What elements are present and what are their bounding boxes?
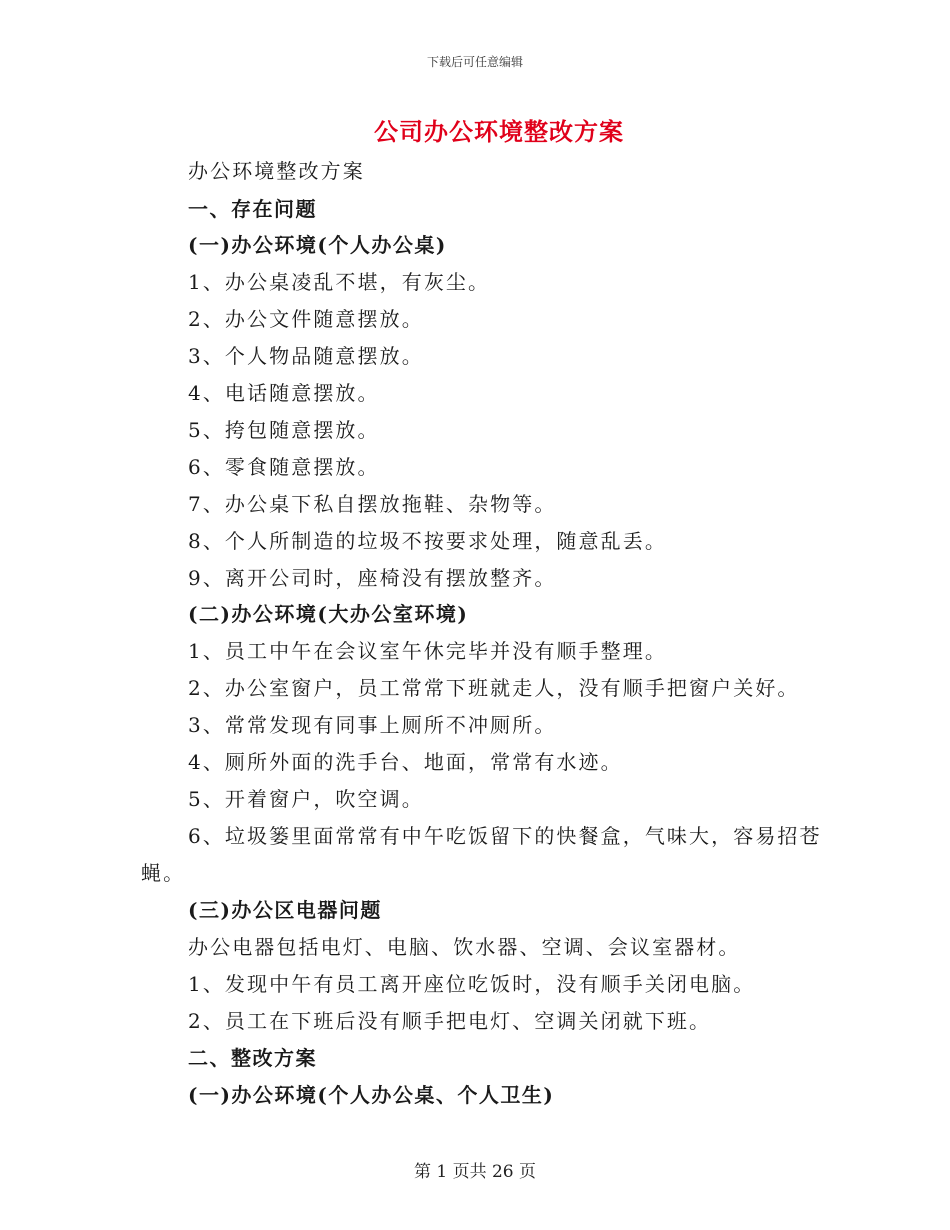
paragraph-line: 1、员工中午在会议室午休完毕并没有顺手整理。	[188, 639, 667, 663]
section-heading: (二)办公环境(大办公室环境)	[188, 602, 469, 626]
paragraph-line: 3、常常发现有同事上厕所不冲厕所。	[188, 713, 557, 737]
paragraph-line: 1、发现中午有员工离开座位吃饭时，没有顺手关闭电脑。	[188, 972, 756, 996]
section-heading: (三)办公区电器问题	[188, 898, 382, 922]
paragraph-line: 9、离开公司时，座椅没有摆放整齐。	[188, 566, 557, 590]
document-title: 公司办公环境整改方案	[374, 117, 624, 146]
page-footer: 第 1 页共 26 页	[413, 1162, 537, 1182]
paragraph-line: 3、个人物品随意摆放。	[188, 344, 424, 368]
paragraph-line: 4、电话随意摆放。	[188, 381, 380, 405]
paragraph-line: 办公环境整改方案	[188, 159, 365, 183]
paragraph-line: 2、员工在下班后没有顺手把电灯、空调关闭就下班。	[188, 1009, 712, 1033]
paragraph-line: 5、挎包随意摆放。	[188, 418, 380, 442]
paragraph-line: 4、厕所外面的洗手台、地面，常常有水迹。	[188, 750, 623, 774]
paragraph-line: 8、个人所制造的垃圾不按要求处理，随意乱丢。	[188, 529, 667, 553]
paragraph-line: 6、垃圾篓里面常常有中午吃饭留下的快餐盒，气味大，容易招苍	[188, 824, 822, 848]
paragraph-line: 2、办公室窗户，员工常常下班就走人，没有顺手把窗户关好。	[188, 676, 800, 700]
section-heading: 二、整改方案	[188, 1046, 317, 1070]
paragraph-line: 1、办公桌凌乱不堪，有灰尘。	[188, 270, 491, 294]
paragraph-line: 2、办公文件随意摆放。	[188, 307, 424, 331]
section-heading: 一、存在问题	[188, 197, 317, 221]
section-heading: (一)办公环境(个人办公桌、个人卫生)	[188, 1083, 555, 1107]
paragraph-line: 5、开着窗户，吹空调。	[188, 787, 424, 811]
paragraph-line: 办公电器包括电灯、电脑、饮水器、空调、会议室器材。	[188, 935, 741, 959]
header-note: 下载后可任意编辑	[426, 55, 523, 69]
paragraph-line: 6、零食随意摆放。	[188, 455, 380, 479]
paragraph-line: 蝇。	[141, 861, 186, 885]
section-heading: (一)办公环境(个人办公桌)	[188, 233, 447, 257]
paragraph-line: 7、办公桌下私自摆放拖鞋、杂物等。	[188, 492, 557, 516]
